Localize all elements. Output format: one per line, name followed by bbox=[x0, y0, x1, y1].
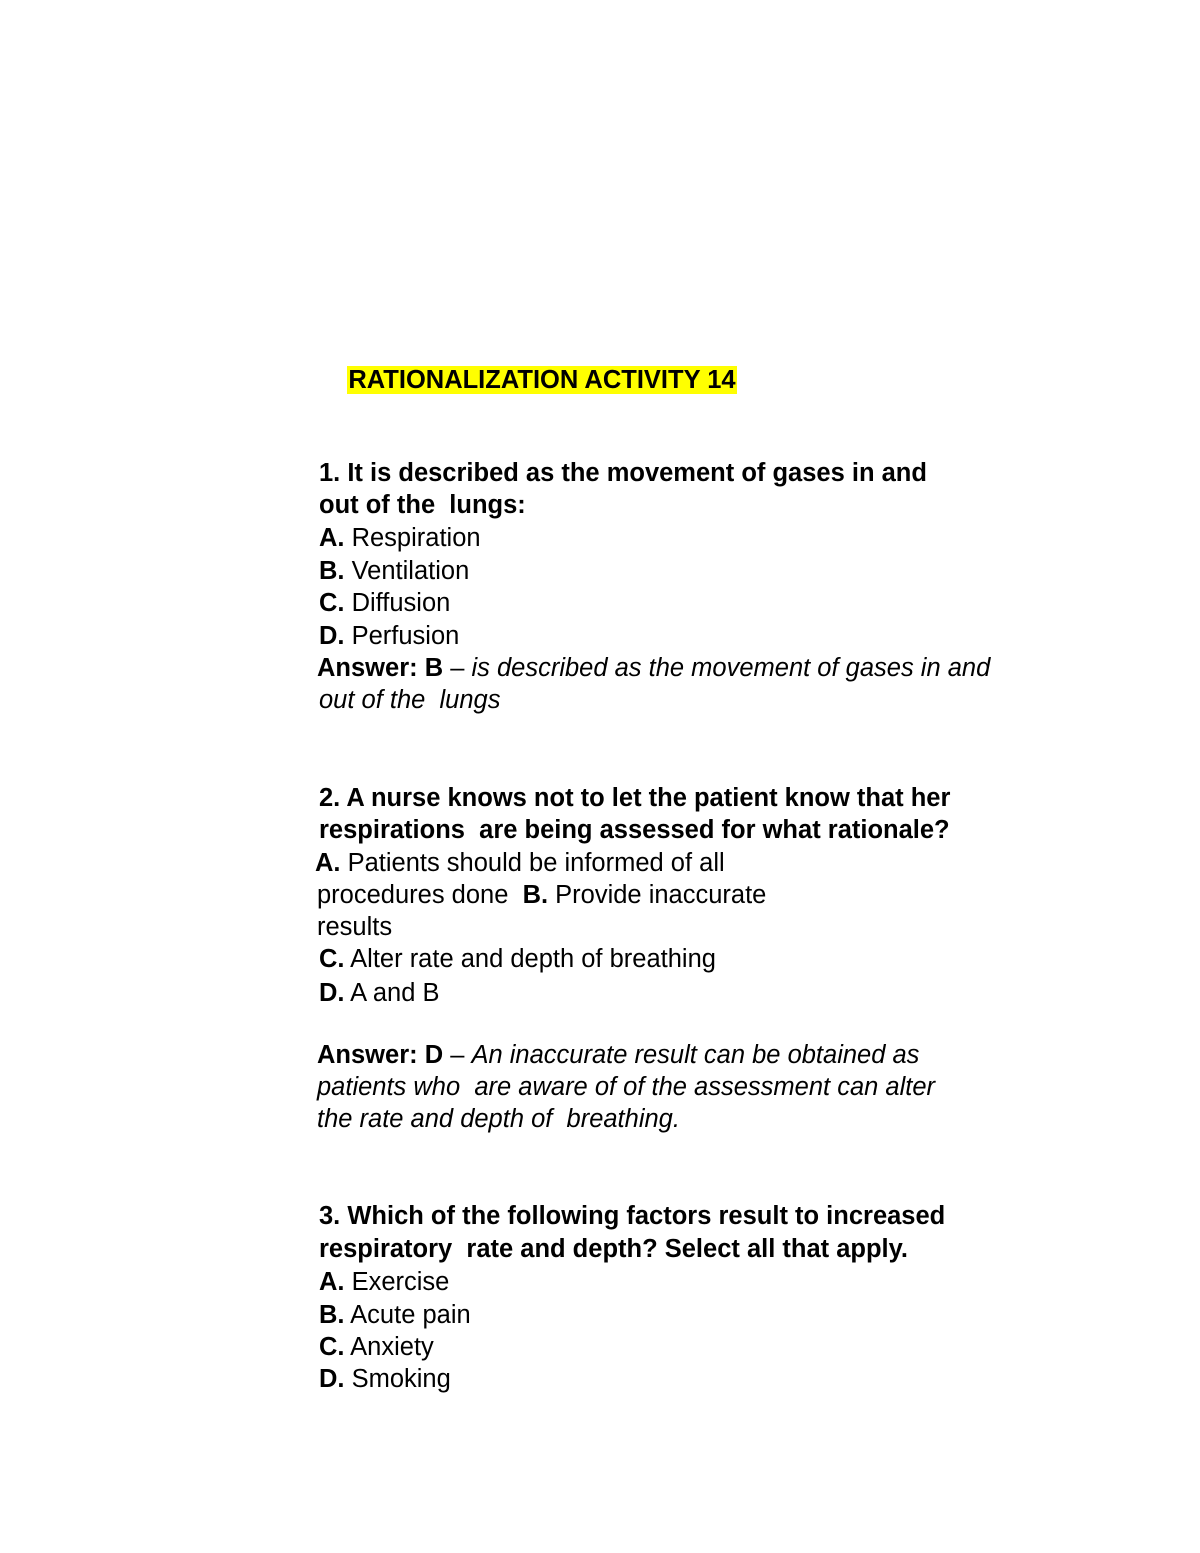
option-letter: B. bbox=[319, 1301, 345, 1329]
option-letter: A. bbox=[315, 849, 341, 877]
option-text: A and B bbox=[344, 979, 440, 1007]
option-letter: C. bbox=[319, 1333, 345, 1361]
option-letter: A. bbox=[319, 1268, 345, 1296]
question-3-option-c bbox=[319, 1331, 434, 1363]
question-1-stem-line-2: out of the lungs: bbox=[319, 491, 526, 519]
question-3-option-a bbox=[319, 1266, 449, 1298]
question-2-option-a bbox=[315, 847, 725, 879]
option-letter: A. bbox=[319, 524, 345, 552]
question-1-answer-line-1 bbox=[317, 652, 990, 684]
question-2-answer-line-3: the rate and depth of breathing. bbox=[317, 1105, 680, 1133]
option-letter: D. bbox=[319, 622, 345, 650]
question-3-option-d bbox=[319, 1363, 451, 1395]
question-1-option-d bbox=[319, 620, 459, 652]
question-1-option-b bbox=[319, 555, 469, 587]
option-text: Anxiety bbox=[344, 1333, 434, 1361]
question-3-stem-line-2: respiratory rate and depth? Select all that apply. bbox=[319, 1235, 909, 1263]
question-1-answer-line-2: out of the lungs bbox=[319, 686, 501, 714]
option-letter: C. bbox=[319, 945, 345, 973]
question-1-stem-line-1: 1. It is described as the movement of gases in and bbox=[319, 459, 927, 487]
option-letter: D. bbox=[319, 979, 345, 1007]
question-2-stem-line-2: respirations are being assessed for what rationale? bbox=[319, 816, 950, 844]
answer-dash: – bbox=[443, 654, 472, 682]
document-title-line bbox=[319, 332, 737, 428]
answer-label: Answer: B bbox=[317, 654, 444, 682]
option-letter: B. bbox=[319, 557, 345, 585]
question-2-option-c bbox=[319, 943, 716, 975]
answer-rationale: is described as the movement of gases in and bbox=[471, 654, 991, 682]
option-text: Provide inaccurate bbox=[548, 881, 767, 909]
question-1-option-c bbox=[319, 587, 450, 619]
option-text: Alter rate and depth of breathing bbox=[344, 945, 716, 973]
option-letter: C. bbox=[319, 589, 345, 617]
option-text: Smoking bbox=[344, 1365, 451, 1393]
option-text: Patients should be informed of all bbox=[340, 849, 725, 877]
option-text: Respiration bbox=[344, 524, 481, 552]
option-text-before: procedures done bbox=[317, 881, 523, 909]
option-text: Diffusion bbox=[344, 589, 451, 617]
question-2-answer-line-1 bbox=[317, 1039, 919, 1071]
option-text: Exercise bbox=[344, 1268, 450, 1296]
question-1-option-a bbox=[319, 522, 481, 554]
option-text: Ventilation bbox=[344, 557, 470, 585]
option-text: Acute pain bbox=[344, 1301, 471, 1329]
question-2-option-b-continued: results bbox=[317, 913, 393, 941]
option-letter: D. bbox=[319, 1365, 345, 1393]
option-text: Perfusion bbox=[344, 622, 460, 650]
answer-label: Answer: D bbox=[317, 1041, 444, 1069]
question-2-answer-line-2: patients who are aware of of the assessment can alter bbox=[317, 1073, 936, 1101]
option-letter: B. bbox=[522, 881, 549, 909]
question-2-option-d bbox=[319, 977, 440, 1009]
answer-dash: – bbox=[443, 1041, 472, 1069]
question-3-option-b bbox=[319, 1299, 471, 1331]
question-3-stem-line-1: 3. Which of the following factors result to increased bbox=[319, 1202, 946, 1230]
answer-rationale: An inaccurate result can be obtained as bbox=[471, 1041, 920, 1069]
document-title: RATIONALIZATION ACTIVITY 14 bbox=[348, 366, 736, 394]
question-2-option-b bbox=[317, 879, 766, 911]
question-2-stem-line-1: 2. A nurse knows not to let the patient know that her bbox=[319, 784, 951, 812]
